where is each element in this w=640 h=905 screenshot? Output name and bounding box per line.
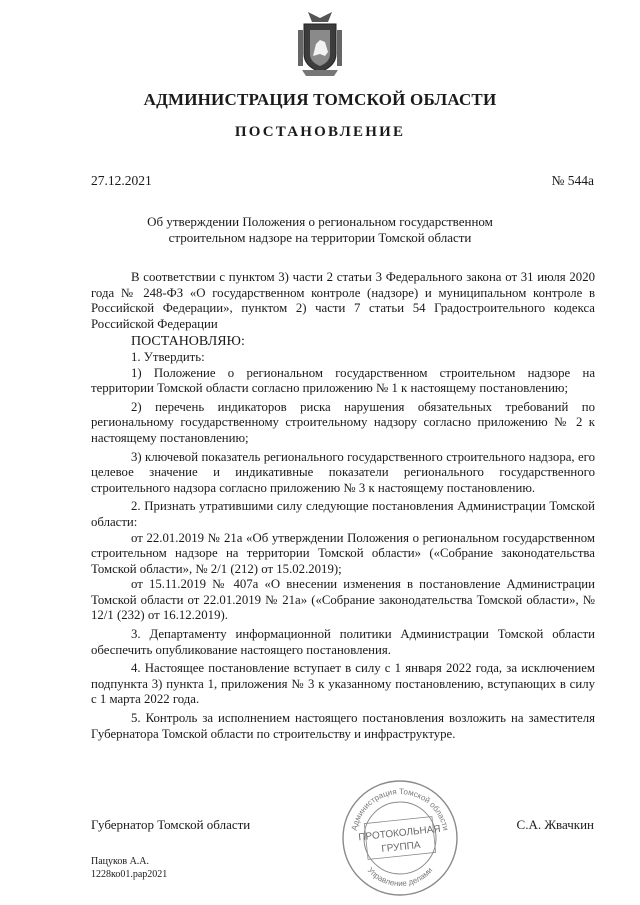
protocol-group-stamp [340, 778, 460, 898]
executor-file: 1228ко01.рар2021 [91, 869, 168, 880]
subject-line: строительном надзоре на территории Томской области [168, 230, 472, 245]
clause-2: 2. Признать утратившими силу следующие постановления Администрации Томской области: [91, 499, 595, 529]
signatory-position: Губернатор Томской области [91, 817, 251, 832]
clause-2-1: от 22.01.2019 № 21а «Об утверждении Положения о региональном государственном строительном надзоре на территории Томской области» («Собрание законодательства Томской области», № 2/1 (212) от 15.02.2019); [91, 530, 595, 576]
stamp-text-line2: ГРУППА [380, 839, 422, 855]
document-subject [120, 214, 520, 246]
organization-title: АДМИНИСТРАЦИЯ ТОМСКОЙ ОБЛАСТИ [143, 90, 497, 109]
document-body [91, 270, 595, 742]
executor-name: Пацуков А.А. [91, 856, 150, 867]
svg-text:Управление делами [366, 866, 434, 888]
clause-5: 5. Контроль за исполнением настоящего постановления возложить на заместителя Губернатора Томской области по строительству и инфраструктуре. [91, 711, 595, 741]
clause-1-1: 1) Положение о региональном государственном строительном надзоре на территории Томской области согласно приложению № 1 к настоящему постановлению; [91, 365, 595, 396]
document-number: № 544а [551, 173, 594, 188]
document-date: 27.12.2021 [91, 173, 152, 188]
tomsk-oblast-coat-of-arms-icon [298, 10, 342, 78]
clause-3: 3. Департаменту информационной политики Администрации Томской области обеспечить опубликование настоящего постановления. [91, 627, 595, 657]
clause-1: 1. Утвердить: [131, 349, 205, 364]
clause-2-2: от 15.11.2019 № 407а «О внесении изменения в постановление Администрации Томской области от 22.01.2019 № 21а» («Собрание законодательства Томской области», № 12/1 (232) от 16.12.2019). [91, 577, 595, 623]
clause-1-3: 3) ключевой показатель регионального государственного строительного надзора, его целевое значение и индикативные показатели регионального государственного строительного надзора согласно приложению № 3 к настоящему постановлению. [91, 449, 595, 495]
decree-word: ПОСТАНОВЛЯЮ: [131, 334, 245, 350]
preamble: В соответствии с пунктом 3) части 2 статьи 3 Федерального закона от 31 июля 2020 года № 248-ФЗ «О государственном контроле (надзоре) и муниципальном контроле в Российской Федерации», пунктом 2) части 7 статьи 54 Градостроительного кодекса Российской Федерации [91, 270, 595, 331]
document-type: ПОСТАНОВЛЕНИЕ [234, 124, 406, 140]
subject-line: Об утверждении Положения о региональном государственном [147, 214, 493, 229]
signatory-name: С.А. Жвачкин [516, 817, 594, 832]
stamp-text-line1: ПРОТОКОЛЬНАЯ [357, 823, 442, 844]
clause-1-2: 2) перечень индикаторов риска нарушения обязательных требований по региональному государственному строительному надзору согласно приложению № 2 к настоящему постановлению; [91, 399, 595, 445]
stamp-ring-top: Администрация Томской области [349, 786, 451, 832]
clause-4: 4. Настоящее постановление вступает в силу с 1 января 2022 года, за исключением подпункта 3) пункта 1, приложения № 3 к указанному постановлению, вступающих в силу с 1 марта 2022 года. [91, 661, 595, 707]
executor-info [91, 855, 167, 881]
stamp-ring-bottom: Управление делами [365, 865, 435, 889]
